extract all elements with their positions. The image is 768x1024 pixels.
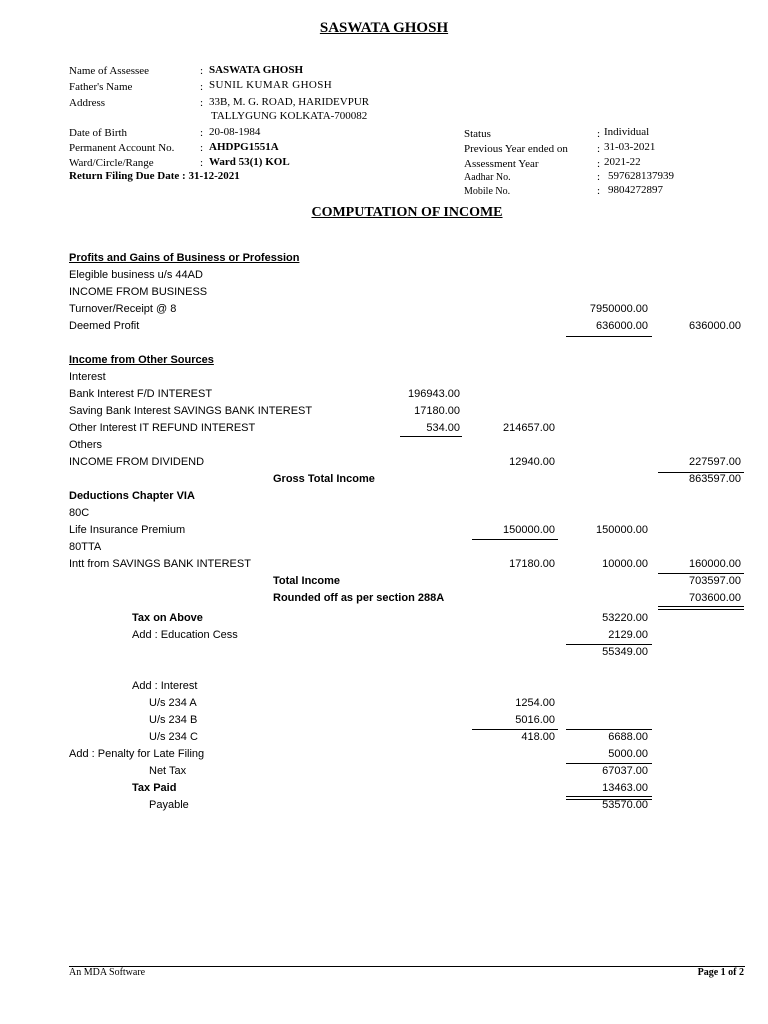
footer-left: An MDA Software	[69, 967, 146, 978]
aadhar-number: 597628137939	[608, 170, 674, 182]
address-line-2: TALLYGUNG KOLKATA-700082	[211, 110, 368, 122]
info-label: Status	[464, 128, 491, 140]
rule	[658, 606, 744, 607]
info-label: Date of Birth	[69, 127, 128, 139]
row-label: Intt from SAVINGS BANK INTEREST	[69, 558, 251, 570]
row-label: Total Income	[273, 575, 341, 587]
info-label: Address	[69, 97, 106, 109]
amount-cell: 196943.00	[408, 388, 460, 400]
info-label: Permanent Account No.	[69, 142, 175, 154]
tax-row-label: Tax Paid	[132, 782, 177, 794]
amount-cell: 534.00	[426, 422, 460, 434]
info-label: Assessment Year	[464, 158, 539, 170]
amount-cell: 160000.00	[689, 558, 741, 570]
rule	[400, 436, 462, 437]
footer-rule	[69, 966, 745, 967]
tax-amount-cell: 5000.00	[608, 748, 648, 760]
amount-cell: 703597.00	[689, 575, 741, 587]
amount-cell: 12940.00	[509, 456, 555, 468]
rule	[472, 539, 558, 540]
rule	[566, 796, 652, 797]
amount-cell: 214657.00	[503, 422, 555, 434]
assessee-name: SASWATA GHOSH	[209, 64, 304, 76]
tax-row-label: Tax on Above	[132, 612, 203, 624]
rule	[658, 609, 744, 610]
rule	[566, 644, 652, 645]
tax-amount-cell: 1254.00	[515, 697, 555, 709]
tax-row-label: Add : Education Cess	[132, 629, 238, 641]
tax-amount-cell: 53220.00	[602, 612, 648, 624]
fathers-name: SUNIL KUMAR GHOSH	[209, 79, 333, 91]
row-label: Interest	[69, 371, 106, 383]
section-title: COMPUTATION OF INCOME	[311, 205, 503, 220]
rule	[658, 573, 744, 574]
row-label: Bank Interest F/D INTEREST	[69, 388, 213, 400]
tax-row-label: U/s 234 B	[149, 714, 198, 726]
row-label: Elegible business u/s 44AD	[69, 269, 203, 281]
tax-amount-cell: 67037.00	[602, 765, 648, 777]
rule	[566, 763, 652, 764]
info-label: Ward/Circle/Range	[69, 157, 154, 169]
amount-cell: 227597.00	[689, 456, 741, 468]
rule	[566, 799, 652, 800]
info-label: Mobile No.	[464, 186, 511, 197]
tax-row-label: Add : Interest	[132, 680, 198, 692]
page-number: Page 1 of 2	[697, 967, 744, 978]
pan-number: AHDPG1551A	[209, 141, 279, 153]
tax-amount-cell: 2129.00	[608, 629, 648, 641]
info-label: Aadhar No.	[464, 172, 511, 183]
amount-cell: 10000.00	[602, 558, 648, 570]
row-label: INCOME FROM DIVIDEND	[69, 456, 205, 468]
rule	[472, 729, 558, 730]
status-value: Individual	[604, 126, 650, 138]
rule	[566, 729, 652, 730]
assessment-year: 2021-22	[604, 156, 641, 168]
amount-cell: 150000.00	[596, 524, 648, 536]
tax-amount-cell: 418.00	[521, 731, 555, 743]
tax-row-label: U/s 234 A	[149, 697, 197, 709]
tax-amount-cell: 55349.00	[602, 646, 648, 658]
row-label: Gross Total Income	[273, 473, 375, 485]
row-label: Other Interest IT REFUND INTEREST	[69, 422, 256, 434]
row-label: 80C	[69, 507, 90, 519]
mobile-number: 9804272897	[608, 184, 663, 196]
amount-cell: 636000.00	[596, 320, 648, 332]
previous-year: 31-03-2021	[604, 141, 656, 153]
amount-cell: 7950000.00	[589, 303, 648, 315]
row-label: Profits and Gains of Business or Profession	[69, 252, 300, 264]
row-label: Deductions Chapter VIA	[69, 490, 195, 502]
tax-amount-cell: 5016.00	[515, 714, 555, 726]
row-label: 80TTA	[69, 541, 102, 553]
row-label: Turnover/Receipt @ 8	[69, 303, 177, 315]
rule	[658, 472, 744, 473]
address-line-1: 33B, M. G. ROAD, HARIDEVPUR	[209, 96, 370, 108]
amount-cell: 17180.00	[414, 405, 460, 417]
amount-cell: 703600.00	[689, 592, 741, 604]
amount-cell: 636000.00	[689, 320, 741, 332]
row-label: Others	[69, 439, 103, 451]
date-of-birth: 20-08-1984	[209, 126, 261, 138]
row-label: Rounded off as per section 288A	[273, 592, 445, 604]
row-label: INCOME FROM BUSINESS	[69, 286, 208, 298]
tax-row-label: Net Tax	[149, 765, 187, 777]
rule	[566, 336, 652, 337]
amount-cell: 17180.00	[509, 558, 555, 570]
ward-circle: Ward 53(1) KOL	[209, 156, 290, 168]
tax-amount-cell: 53570.00	[602, 799, 648, 811]
row-label: Life Insurance Premium	[69, 524, 186, 536]
row-label: Deemed Profit	[69, 320, 140, 332]
tax-row-label: U/s 234 C	[149, 731, 198, 743]
tax-row-label: Payable	[149, 799, 189, 811]
info-label: Previous Year ended on	[464, 143, 568, 155]
row-label: Saving Bank Interest SAVINGS BANK INTEREST	[69, 405, 313, 417]
tax-row-label: Add : Penalty for Late Filing	[69, 748, 205, 760]
tax-amount-cell: 13463.00	[602, 782, 648, 794]
tax-amount-cell: 6688.00	[608, 731, 648, 743]
due-date: Return Filing Due Date : 31-12-2021	[69, 170, 240, 182]
info-label: Father's Name	[69, 81, 133, 93]
page-title: SASWATA GHOSH	[319, 20, 449, 36]
amount-cell: 863597.00	[689, 473, 741, 485]
row-label: Income from Other Sources	[69, 354, 214, 366]
info-label: Name of Assessee	[69, 65, 150, 77]
amount-cell: 150000.00	[503, 524, 555, 536]
